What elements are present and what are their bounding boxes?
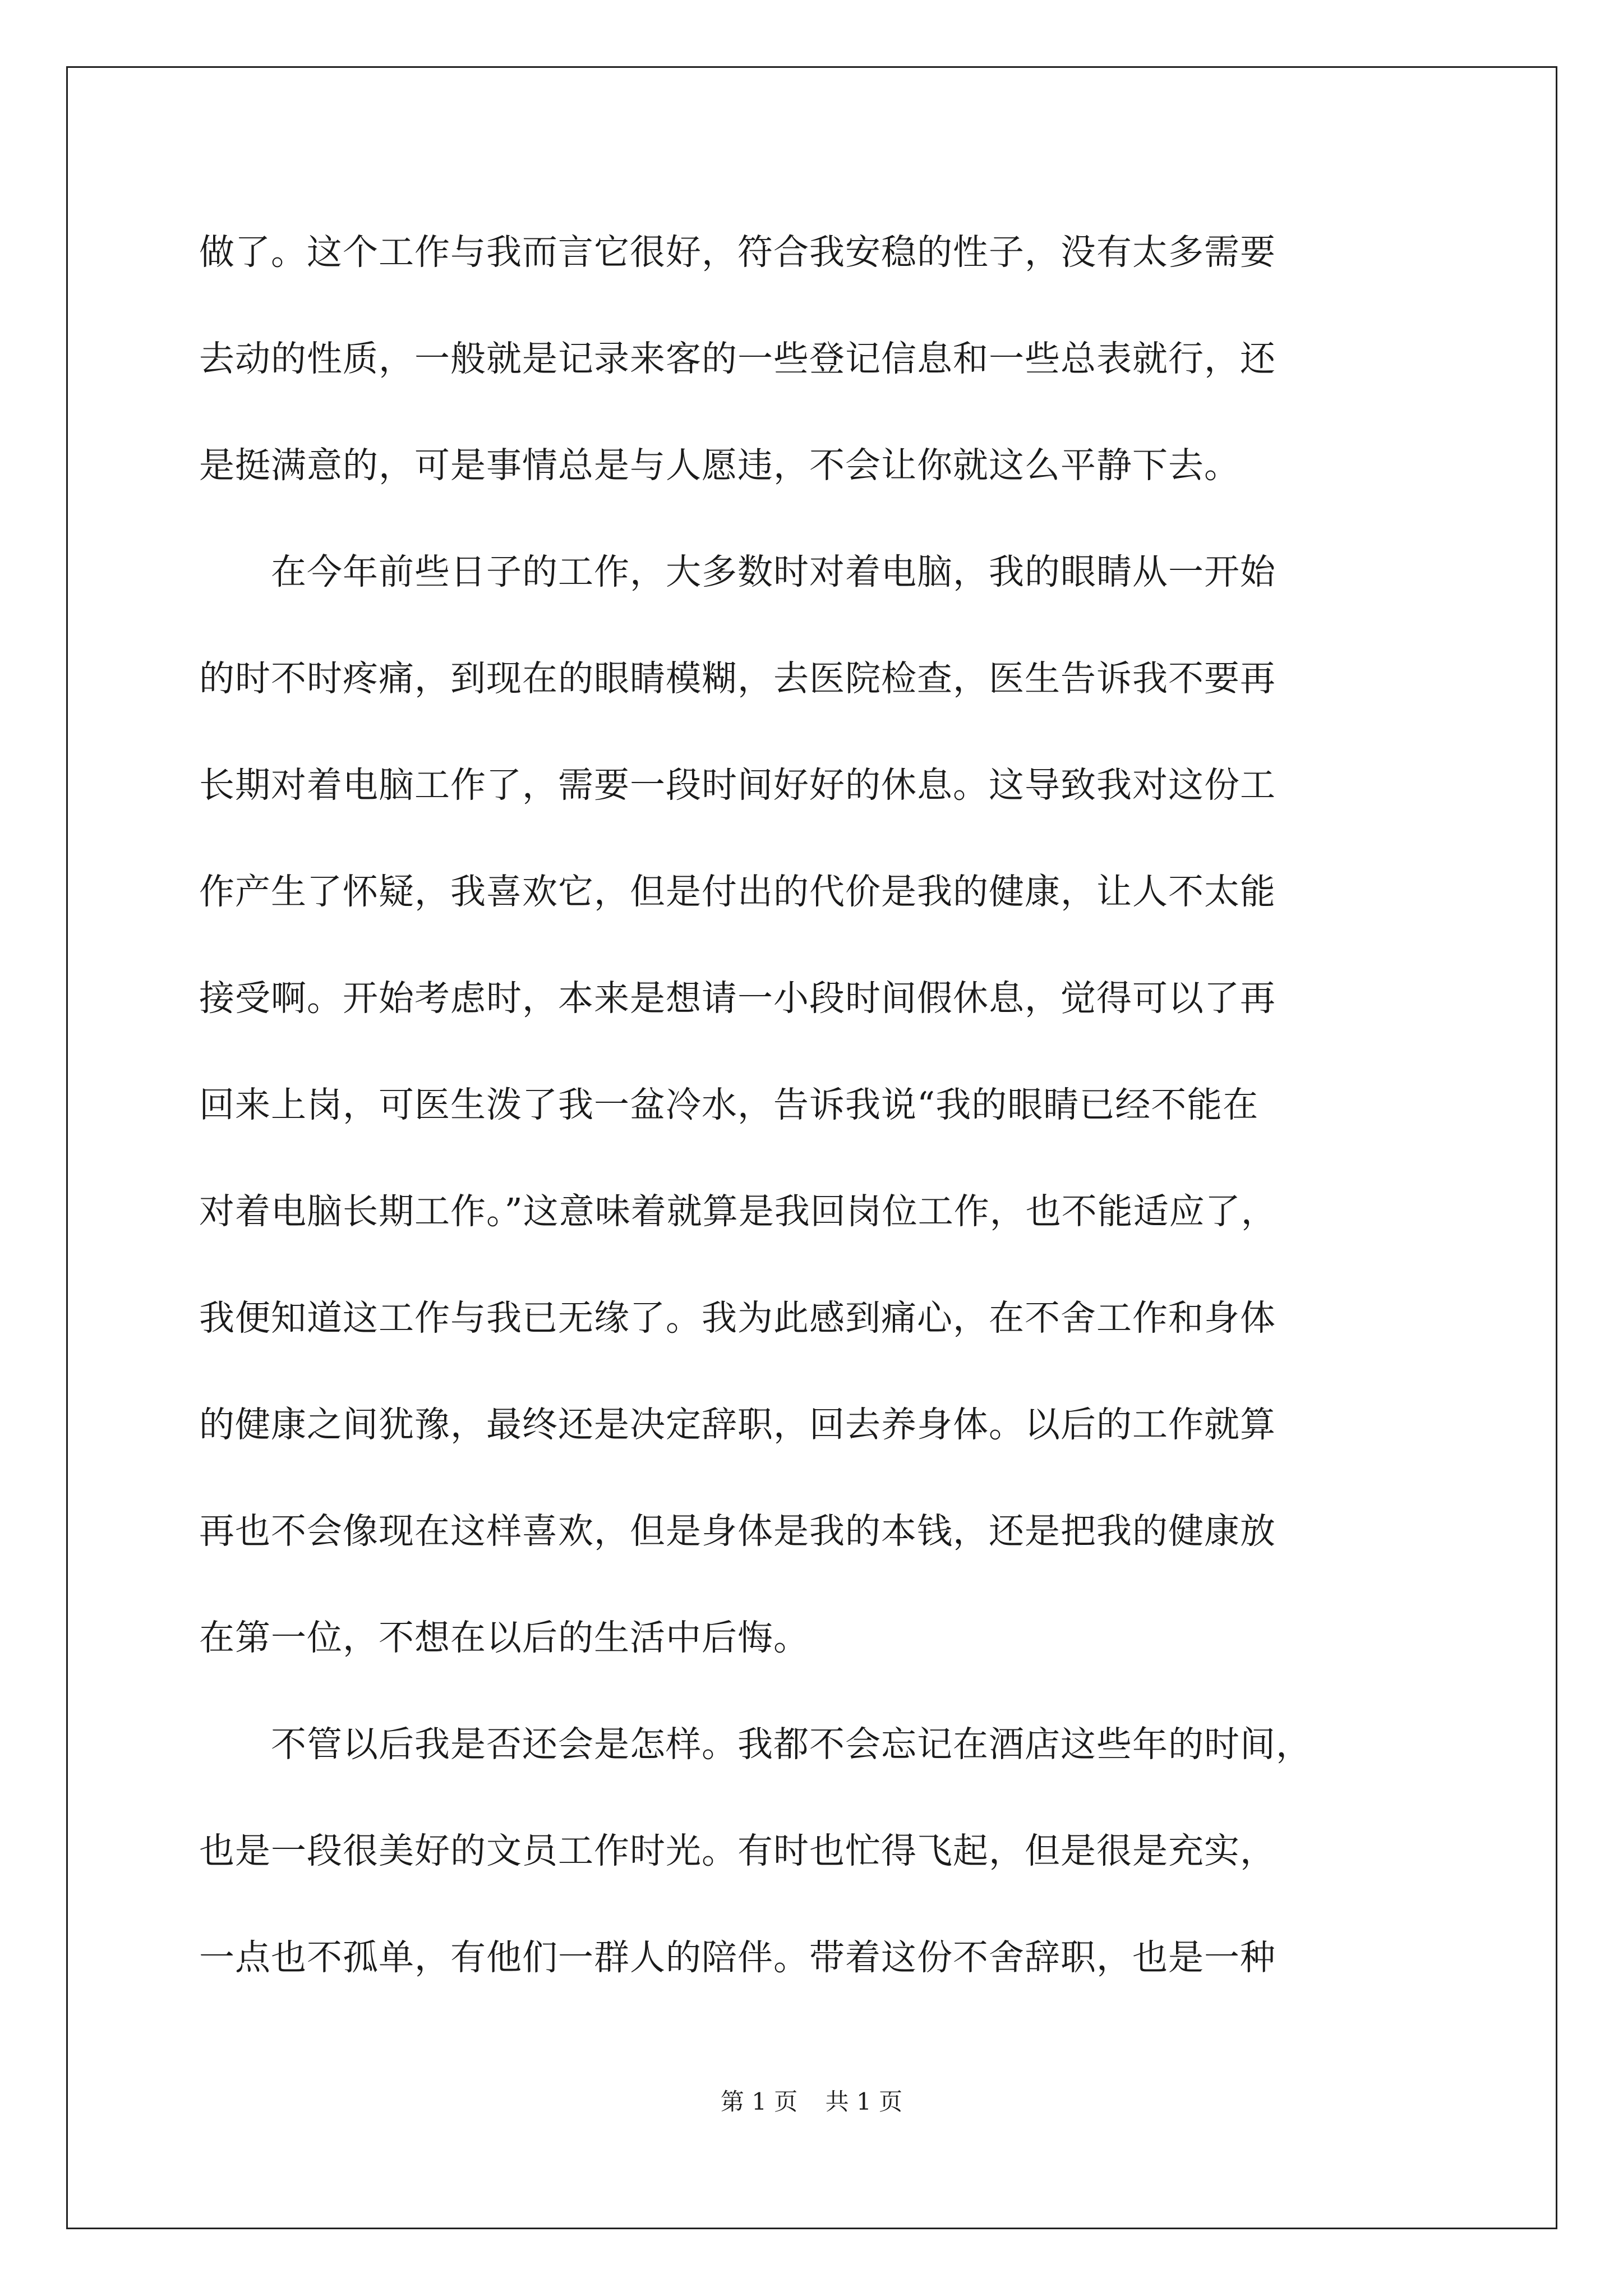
- text-line: 做了。这个工作与我而言它很好，符合我安稳的性子，没有太多需要: [199, 232, 1276, 273]
- text-line: 回来上岗，可医生泼了我一盆冷水，告诉我说“我的眼睛已经不能在: [199, 1084, 1259, 1125]
- page-number: 第 1 页: [720, 2088, 798, 2115]
- text-line: 的时不时疼痛，到现在的眼睛模糊，去医院检查，医生告诉我不要再: [199, 658, 1276, 699]
- text-line: 在第一位，不想在以后的生活中后悔。: [199, 1617, 809, 1658]
- page-footer: [0, 2088, 1623, 2116]
- text-line: 在今年前些日子的工作，大多数时对着电脑，我的眼睛从一开始: [199, 551, 1276, 592]
- page-border: [66, 66, 1557, 2229]
- text-line: 作产生了怀疑，我喜欢它，但是付出的代价是我的健康，让人不太能: [199, 871, 1276, 912]
- text-line: 一点也不孤单，有他们一群人的陪伴。带着这份不舍辞职，也是一种: [199, 1937, 1276, 1978]
- text-line: 再也不会像现在这样喜欢，但是身体是我的本钱，还是把我的健康放: [199, 1511, 1276, 1552]
- text-line: 也是一段很美好的文员工作时光。有时也忙得飞起，但是很是充实，: [199, 1830, 1276, 1871]
- text-line: 接受啊。开始考虑时，本来是想请一小段时间假休息，觉得可以了再: [199, 978, 1276, 1019]
- text-line: 是挺满意的，可是事情总是与人愿违，不会让你就这么平静下去。: [199, 445, 1240, 486]
- text-line: 长期对着电脑工作了，需要一段时间好好的休息。这导致我对这份工: [199, 765, 1276, 806]
- text-line: 不管以后我是否还会是怎样。我都不会忘记在酒店这些年的时间，: [199, 1724, 1312, 1765]
- text-line: 去动的性质，一般就是记录来客的一些登记信息和一些总表就行，还: [199, 338, 1276, 379]
- text-line: 对着电脑长期工作。”这意味着就算是我回岗位工作，也不能适应了，: [199, 1191, 1277, 1232]
- page-total: 共 1 页: [825, 2088, 903, 2115]
- text-line: 我便知道这工作与我已无缘了。我为此感到痛心，在不舍工作和身体: [199, 1297, 1276, 1338]
- text-line: 的健康之间犹豫，最终还是决定辞职，回去养身体。以后的工作就算: [199, 1404, 1276, 1445]
